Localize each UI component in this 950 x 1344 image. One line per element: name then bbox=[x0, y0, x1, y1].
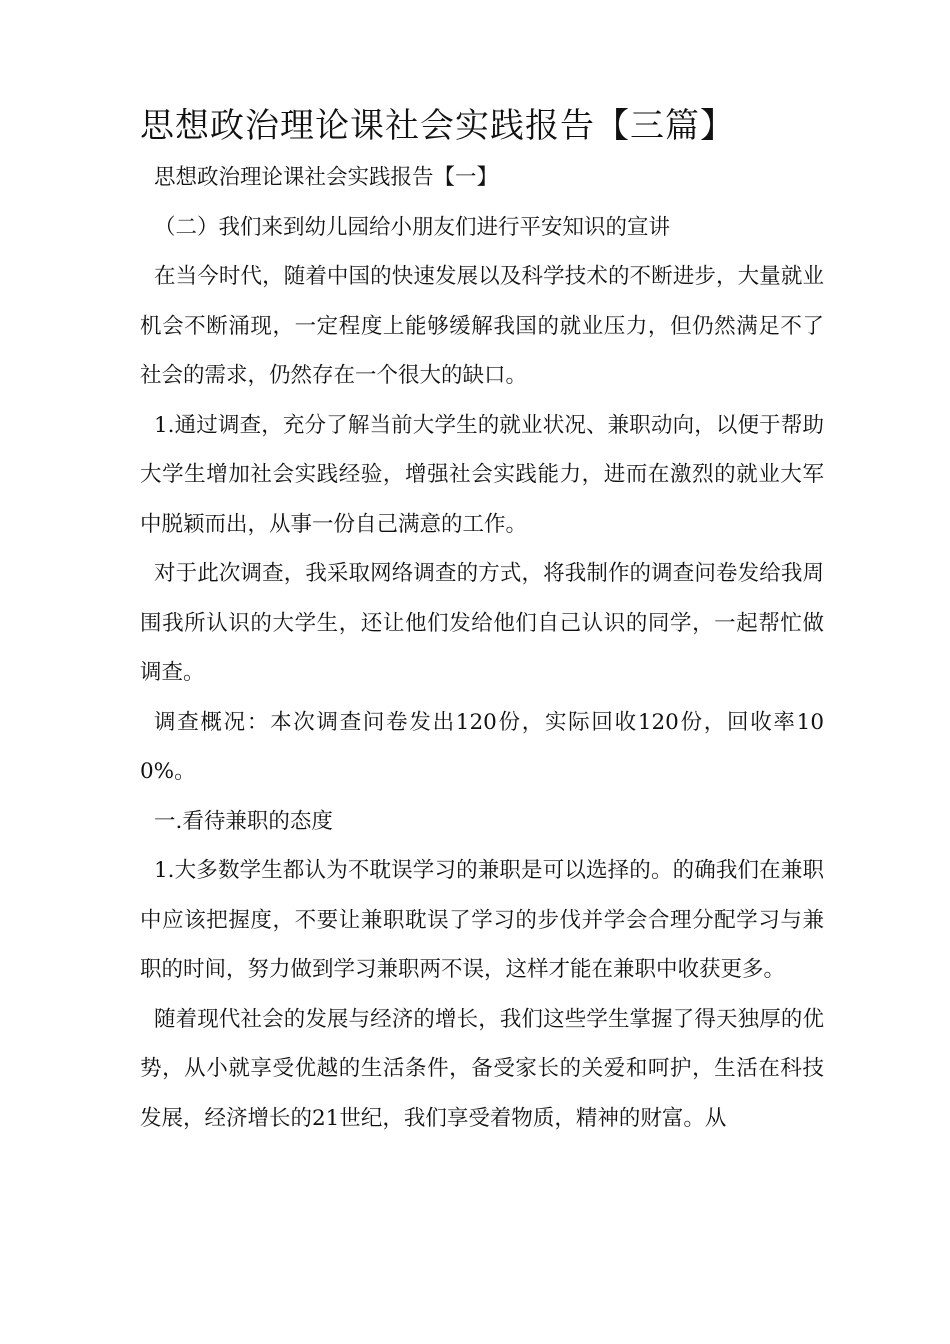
document-title: 思想政治理论课社会实践报告【三篇】 bbox=[140, 106, 735, 146]
paragraph: 在当今时代，随着中国的快速发展以及科学技术的不断进步，大量就业机会不断涌现，一定程度上能够缓解我国的就业压力，但仍然满足不了社会的需求，仍然存在一个很大的缺口。 bbox=[140, 264, 824, 388]
paragraph: 随着现代社会的发展与经济的增长，我们这些学生掌握了得天独厚的优势，从小就享受优越的生活条件，备受家长的关爱和呵护，生活在科技发展，经济增长的21世纪，我们享受着物质，精神的财富。从 bbox=[140, 1006, 824, 1131]
document-body bbox=[140, 153, 824, 1143]
paragraph: 1.大多数学生都认为不耽误学习的兼职是可以选择的。的确我们在兼职中应该把握度，不要让兼职耽误了学习的步伐并学会合理分配学习与兼职的时间，努力做到学习兼职两不误，这样才能在兼职中收获更多。 bbox=[140, 858, 824, 982]
paragraph: 调查概况：本次调查问卷发出120份，实际回收120份，回收率100%。 bbox=[140, 709, 824, 784]
section-heading: 思想政治理论课社会实践报告【一】 bbox=[154, 165, 499, 190]
subsection-heading: 一.看待兼职的态度 bbox=[154, 808, 333, 834]
paragraph: （二）我们来到幼儿园给小朋友们进行平安知识的宣讲 bbox=[154, 214, 671, 240]
paragraph: 对于此次调查，我采取网络调查的方式，将我制作的调查问卷发给我周围我所认识的大学生，还让他们发给他们自己认识的同学，一起帮忙做调查。 bbox=[140, 561, 824, 685]
paragraph: 1.通过调查，充分了解当前大学生的就业状况、兼职动向，以便于帮助大学生增加社会实践经验，增强社会实践能力，进而在激烈的就业大军中脱颖而出，从事一份自己满意的工作。 bbox=[140, 412, 824, 537]
